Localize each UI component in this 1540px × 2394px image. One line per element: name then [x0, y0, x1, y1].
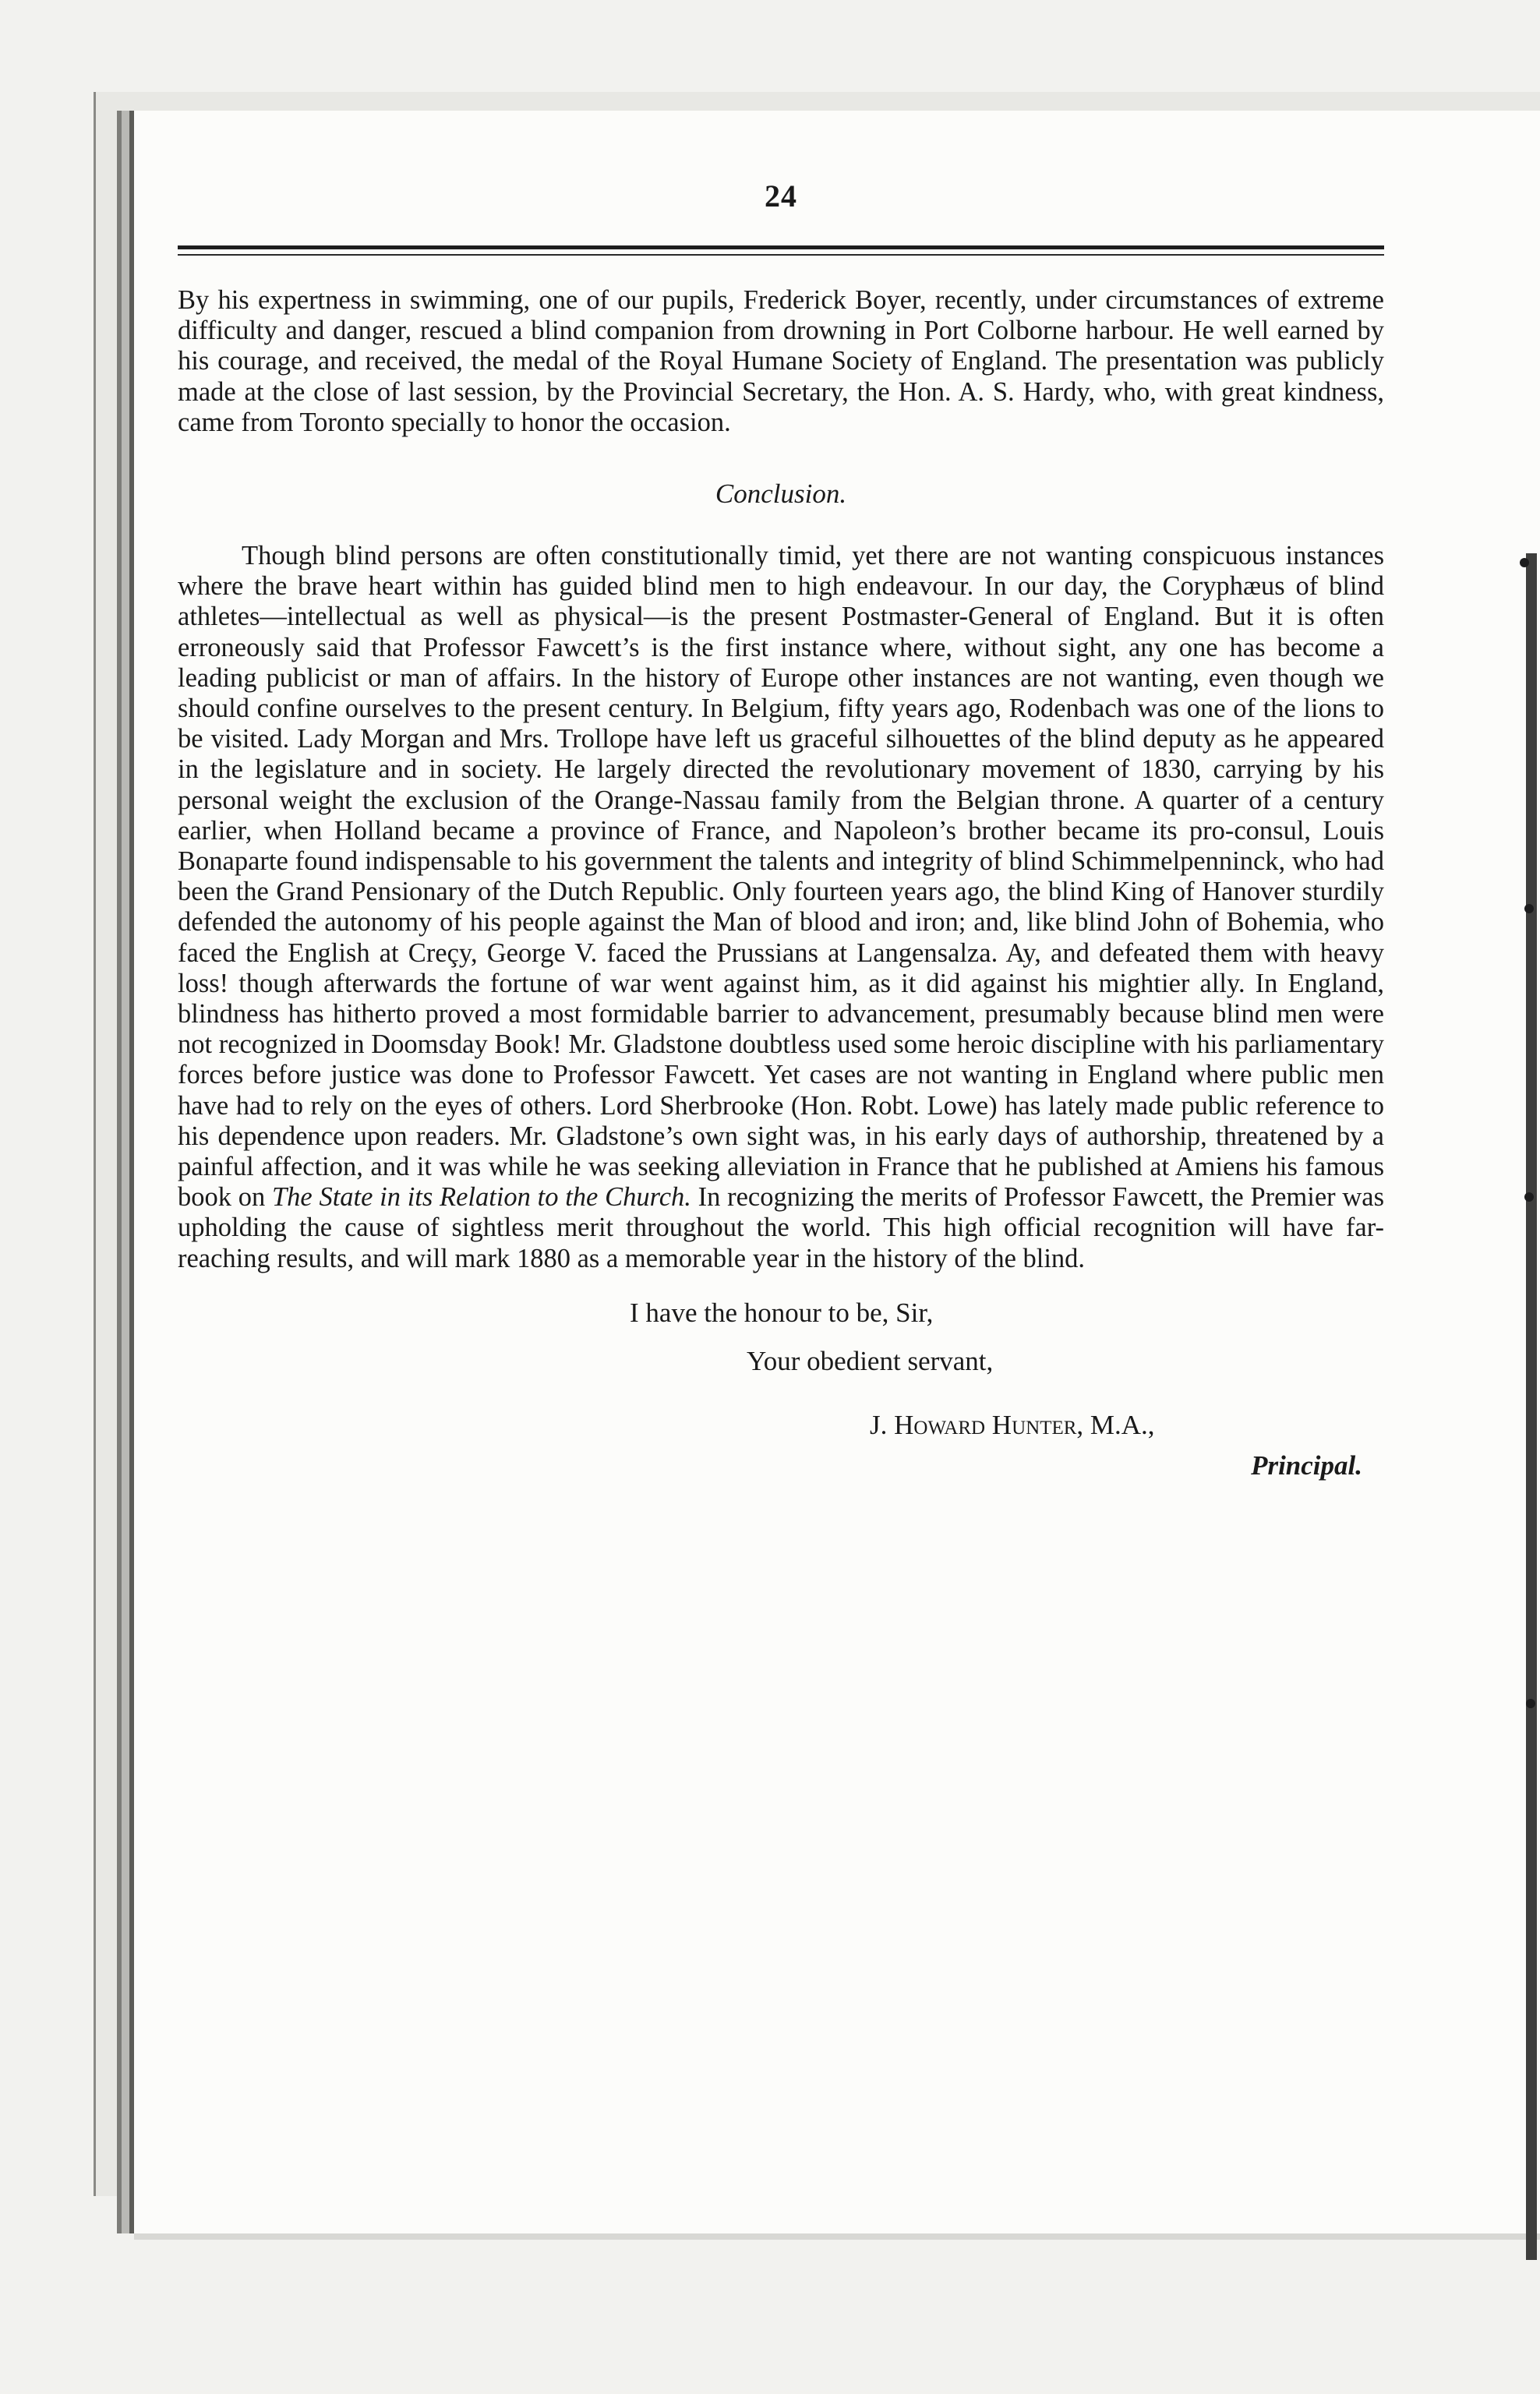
section-heading: Conclusion. — [715, 478, 847, 510]
conclusion-text-part1: Though blind persons are often constitutionally timid, yet there are not wanting conspicuous instances where the brave heart within has guided blind men to high endeavour. In our day, the Coryphæus of blind athletes—intellectual as well as physical—is the present Postmaster-General of England. But it is often erroneously said that Professor Fawcett’s is the first instance where, without sight, any one has become a leading publicist or man of affairs. In the history of Europe other instances are not wanting, even though we should confine ourselves to the present century. In Belgium, fifty years ago, Rodenbach was one of the lions to be visited. Lady Morgan and Mrs. Trollope have left us graceful silhouettes of the blind deputy as he appeared in the legislature and in society. He largely directed the revolutionary movement of 1830, carrying by his personal weight the exclusion of the Orange-Nassau family from the Belgian throne. A quarter of a century earlier, when Holland became a province of France, and Napoleon’s brother became its pro-consul, Louis Bonaparte found indispensable to his government the talents and integrity of blind Schimmelpenninck, who had been the Grand Pensionary of the Dutch Republic. Only fourteen years ago, the blind King of Hanover sturdily defended the autonomy of his people against the Man of blood and iron; and, like blind John of Bohemia, who faced the English at Creçy, George V. faced the Prussians at Langensalza. Ay, and defeated them with heavy loss! though afterwards the fortune of war went against him, as it did against his mightier ally. In England, blindness has hitherto proved a most formidable barrier to advancement, presumably because blind men were not recognized in Doomsday Book! Mr. Gladstone doubtless used some heroic discipline with his parliamentary forces before justice was done to Professor Fawcett. Yet cases are not wanting in England where public men have had to rely on the eyes of others. Lord Sherbrooke (Hon. Robt. Lowe) has lately made public reference to his dependence upon readers. Mr. Gladstone’s own sight was, in his early days of authorship, threatened by a painful affection, and it was while he was seeking alleviation in France that he published at Amiens his famous book on — [178, 541, 1384, 1213]
conclusion-text-part2: In recognizing the merits of Professor Fawcett, the Premier was upholding the cause of sightless merit throughout the world. This high official recognition will have far-reaching results, and will mark 1880 as a memorable year in the history of the blind. — [178, 1182, 1385, 1273]
closing-servant: Your obedient servant, — [747, 1345, 994, 1376]
signature: J. Howard Hunter, M.A., — [870, 1409, 1155, 1440]
conclusion-paragraph — [178, 541, 1384, 1274]
signatory-title: Principal. — [1251, 1449, 1362, 1481]
header-rule-thin — [178, 254, 1384, 256]
letter-closing — [178, 1298, 1384, 1481]
closing-salutation: I have the honour to be, Sir, — [630, 1297, 934, 1328]
book-title: The State in its Relation to the Church. — [271, 1182, 691, 1213]
page-edge-shadow — [1526, 553, 1537, 2260]
binding-mark — [1524, 1192, 1534, 1202]
page-number: 24 — [765, 178, 797, 214]
binding-mark — [1524, 904, 1534, 913]
opening-paragraph: By his expertness in swimming, one of our pupils, Frederick Boyer, recently, under circumstances of extreme difficulty and danger, rescued a blind companion from drowning in Port Colborne harbour. He well earned by his courage, and received, the medal of the Royal Humane Society of England. The presentation was publicly made at the close of last session, by the Provincial Secretary, the Hon. A. S. Hardy, who, with great kindness, came from Toronto specially to honor the occasion. — [178, 285, 1384, 437]
binding-mark — [1520, 558, 1529, 567]
header-rule-thick — [178, 245, 1384, 249]
binding-mark — [1526, 1699, 1535, 1708]
page-content — [178, 156, 1384, 1481]
